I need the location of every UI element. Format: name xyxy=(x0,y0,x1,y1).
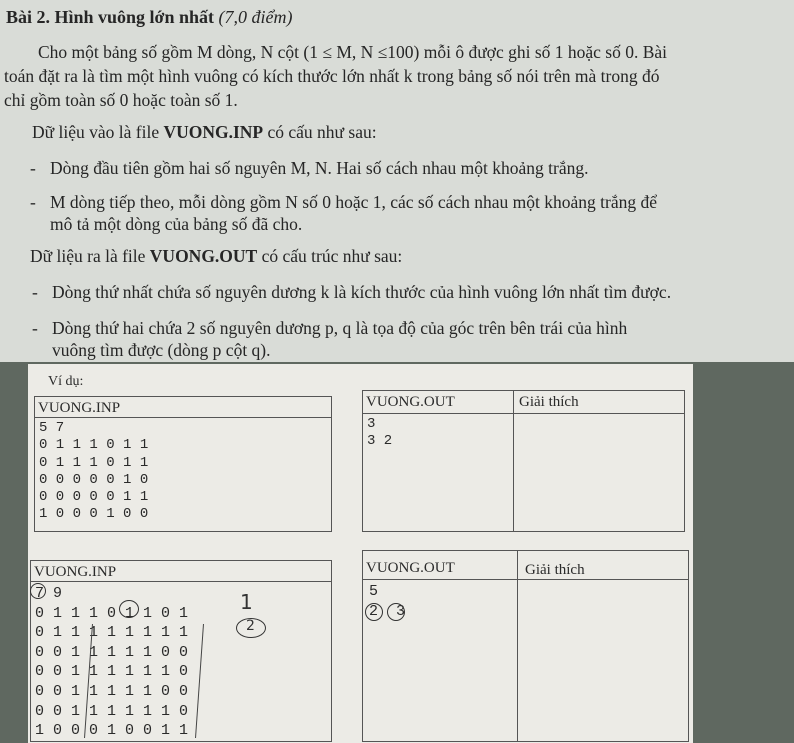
handwritten-square-bracket xyxy=(84,624,204,738)
column-divider xyxy=(517,551,518,741)
handwritten-number-two: 2 xyxy=(246,618,255,634)
handwritten-circle xyxy=(387,603,405,621)
problem-page xyxy=(0,0,794,362)
column-divider xyxy=(513,391,514,531)
bullet-dash: - xyxy=(32,318,38,338)
handwritten-number-one: 1 xyxy=(240,590,253,614)
example-label: Ví dụ: xyxy=(48,374,84,389)
handwritten-circle xyxy=(30,583,46,599)
problem-points: (7,0 điểm) xyxy=(218,7,293,27)
input-bullet-2b: mô tả một dòng của bảng số đã cho. xyxy=(50,214,303,234)
output-spec-pre: Dữ liệu ra là file xyxy=(30,246,150,266)
input-bullet-1: Dòng đầu tiên gồm hai số nguyên M, N. Hai số cách nhau một khoảng trắng. xyxy=(50,158,589,178)
example1-output-table xyxy=(362,390,685,532)
input-spec-pre: Dữ liệu vào là file xyxy=(32,122,164,142)
input-bullet-2a: M dòng tiếp theo, mỗi dòng gồm N số 0 hoặc 1, các số cách nhau một khoảng trắng để xyxy=(50,192,658,212)
para-line-2: toán đặt ra là tìm một hình vuông có kích thước lớn nhất k trong bảng số nói trên mà trong đó xyxy=(4,66,660,86)
input-spec-post: có cấu như sau: xyxy=(263,122,377,142)
example2-explain-title: Giải thích xyxy=(525,562,585,578)
output-bullet-2a: Dòng thứ hai chứa 2 số nguyên dương p, q là tọa độ của góc trên bên trái của hình xyxy=(52,318,628,338)
output-bullet-1: Dòng thứ nhất chứa số nguyên dương k là kích thước của hình vuông lớn nhất tìm được. xyxy=(52,282,672,302)
example2-output-title: VUONG.OUT xyxy=(366,560,455,576)
example1-output-data: 3 3 2 xyxy=(367,416,393,450)
bullet-dash: - xyxy=(32,282,38,302)
output-bullet-2b: vuông tìm được (dòng p cột q). xyxy=(52,340,271,360)
para-line-1: Cho một bảng số gồm M dòng, N cột (1 ≤ M, N ≤100) mỗi ô được ghi số 1 hoặc số 0. Bài xyxy=(38,42,668,62)
example1-input-data: 5 7 0 1 1 1 0 1 1 0 1 1 1 0 1 1 0 0 0 0 0 1 0 0 0 0 0 0 1 1 1 0 0 0 1 0 0 xyxy=(39,420,149,523)
bullet-dash: - xyxy=(30,192,36,212)
example2-output-k: 5 xyxy=(369,583,379,600)
example1-input-table xyxy=(34,396,332,532)
example2-output-p: 2 xyxy=(369,603,379,620)
output-spec-post: có cấu trúc như sau: xyxy=(257,246,403,266)
example-page xyxy=(28,364,693,743)
input-spec-line xyxy=(32,122,377,143)
example1-explain-title: Giải thích xyxy=(519,394,579,410)
input-filename: VUONG.INP xyxy=(163,122,264,142)
example2-input-data: 7 9 0 1 1 1 0 1 1 0 1 0 1 1 1 1 1 1 1 1 0 0 1 1 1 1 1 0 0 0 0 1 1 1 1 1 1 0 0 0 1 1 1 1 1 0 0 0 0 1 1 1 1 1 1 0 1 0 0 0 1 0 0 1 1 xyxy=(35,585,189,740)
example2-output-table xyxy=(362,550,689,742)
example1-output-title: VUONG.OUT xyxy=(366,394,455,410)
handwritten-circle xyxy=(365,603,383,621)
para-line-3: chỉ gồm toàn số 0 hoặc toàn số 1. xyxy=(4,90,238,110)
problem-heading xyxy=(6,7,293,28)
bullet-dash: - xyxy=(30,158,36,178)
example1-input-header: VUONG.INP xyxy=(35,397,331,418)
example2-output-q: 3 xyxy=(396,603,406,620)
example1-output-header xyxy=(363,391,684,414)
output-spec-line xyxy=(30,246,402,267)
output-filename: VUONG.OUT xyxy=(149,246,258,266)
handwritten-circle xyxy=(119,600,139,618)
problem-title: Bài 2. Hình vuông lớn nhất xyxy=(6,7,215,27)
example2-input-header: VUONG.INP xyxy=(31,561,331,582)
example2-output-header xyxy=(363,551,688,580)
